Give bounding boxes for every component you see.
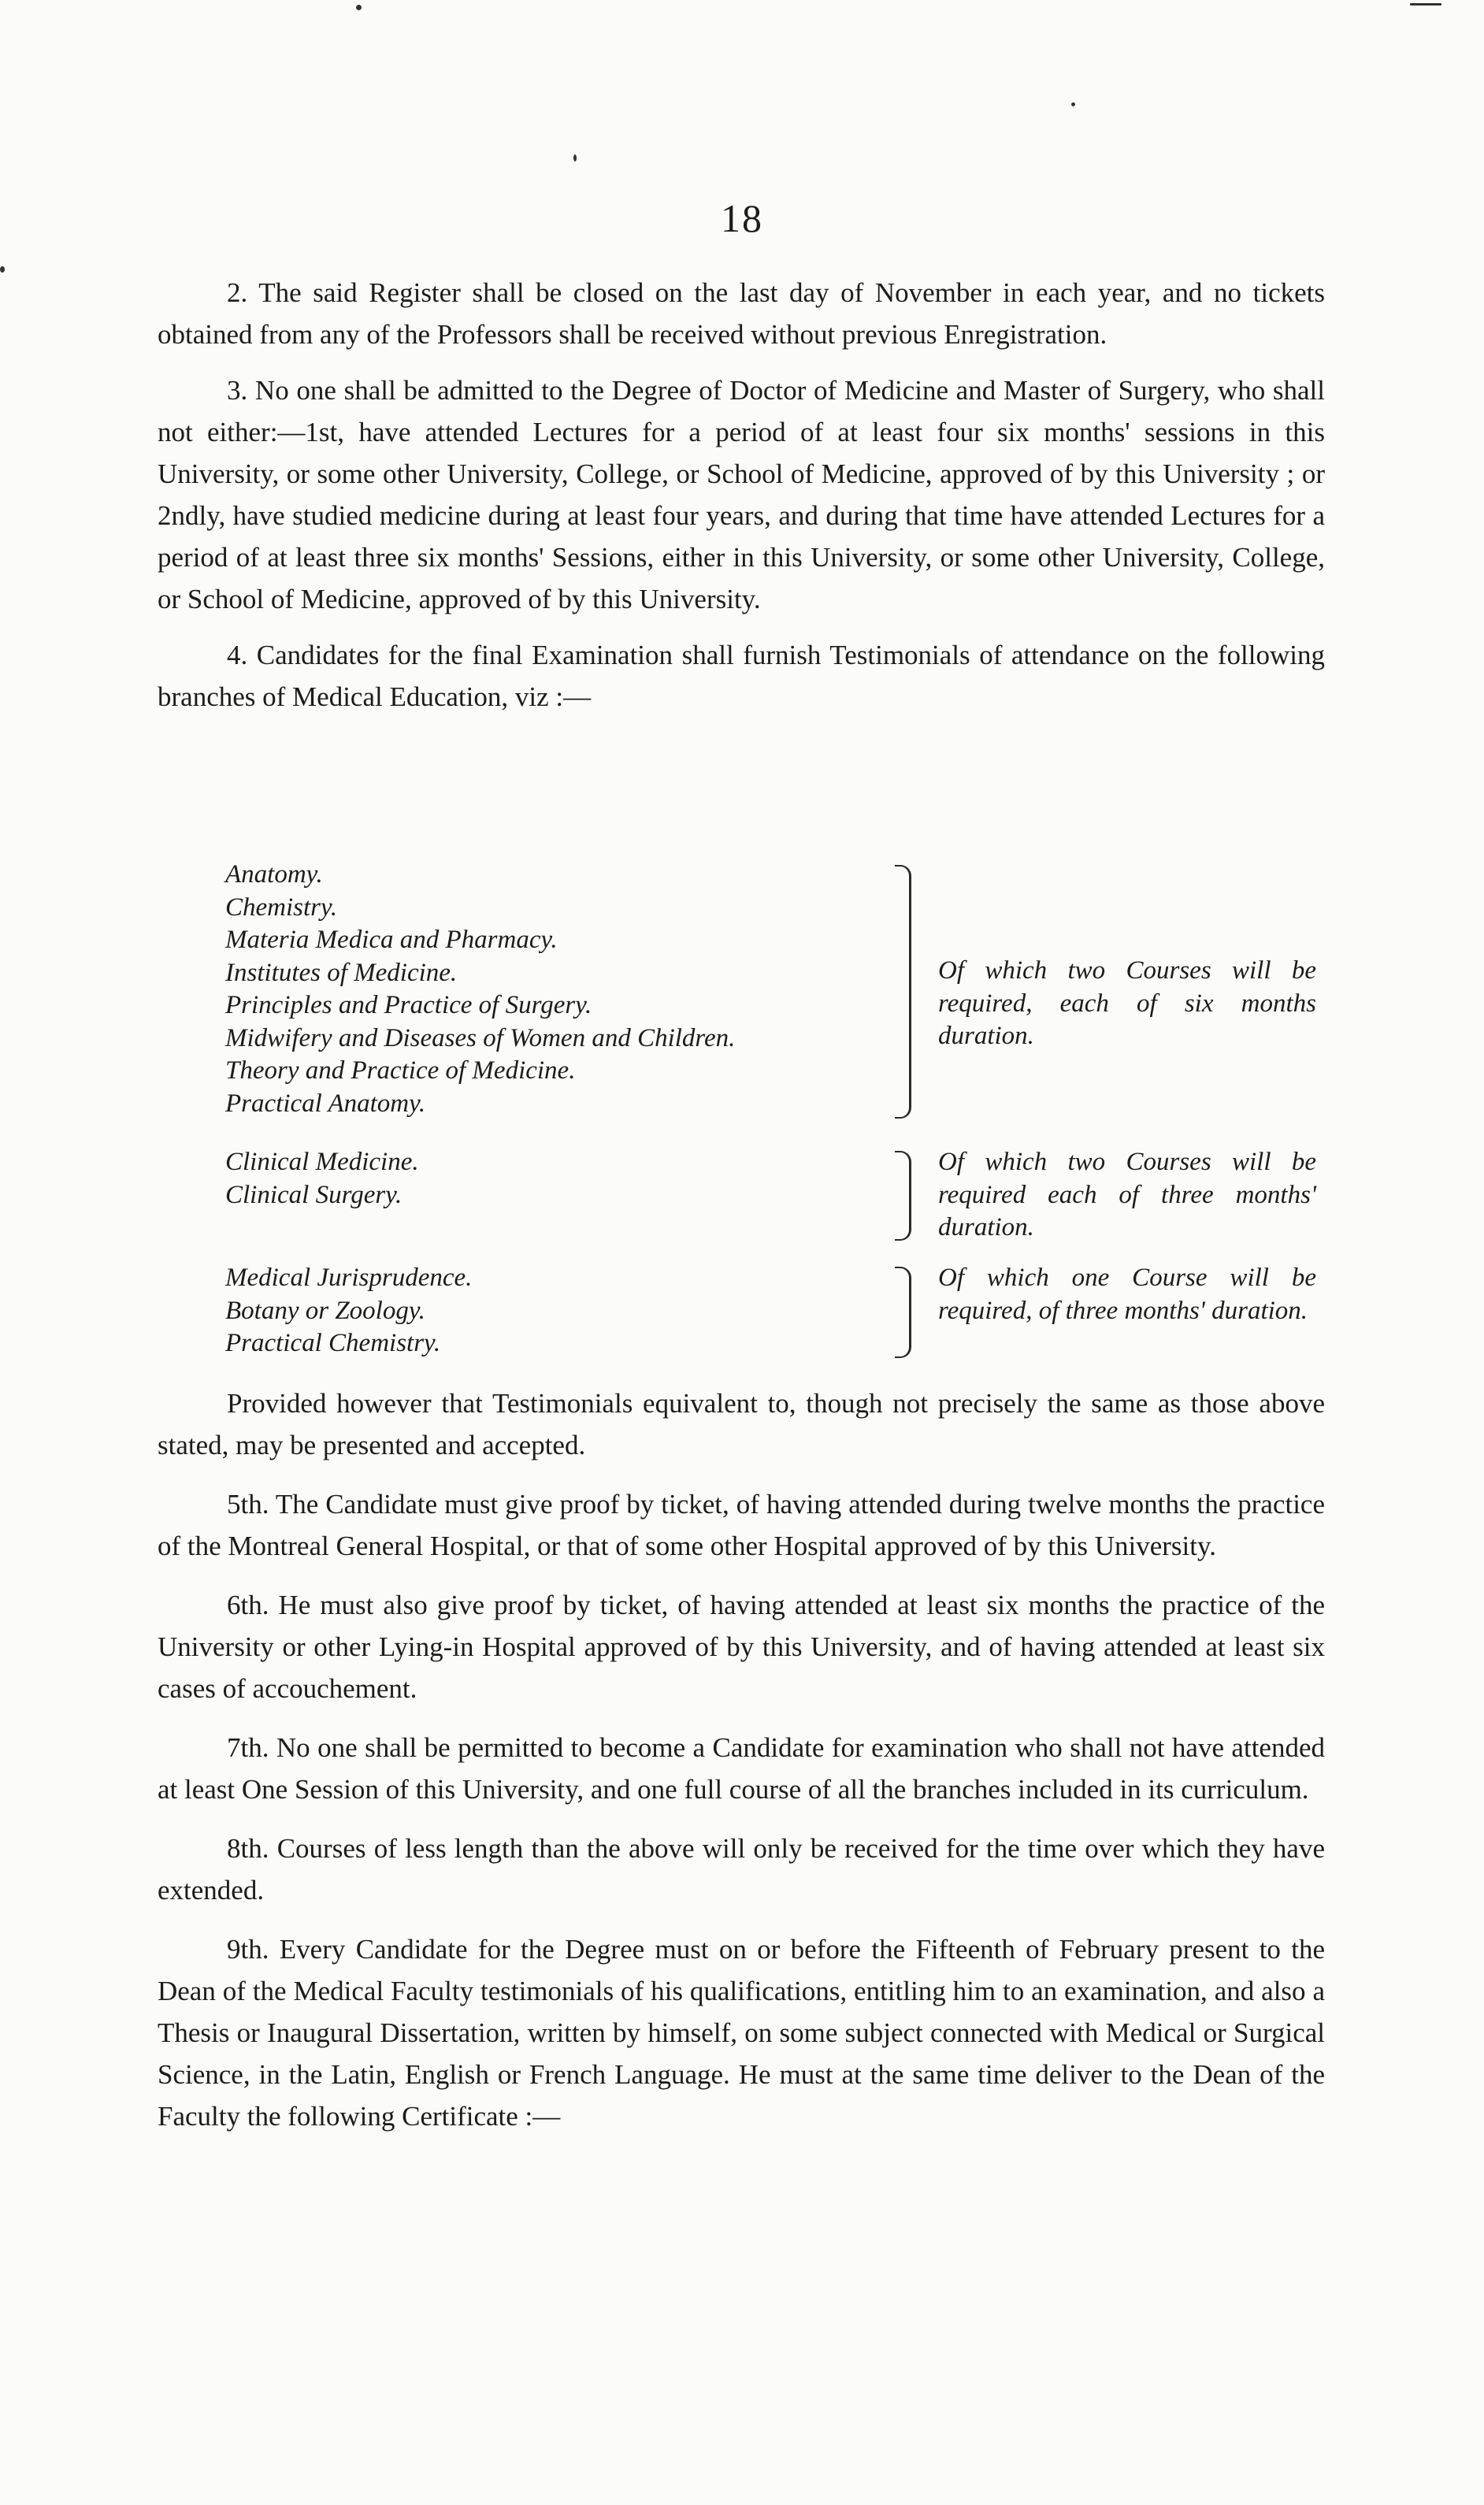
scan-speck	[573, 154, 577, 161]
scan-speck	[1410, 3, 1441, 6]
paragraph-8th: 8th. Courses of less length than the above will only be received for the time over which they have extended.	[158, 1833, 1325, 1906]
course-group-six-months	[225, 859, 1328, 1126]
subject-item: Theory and Practice of Medicine.	[225, 1056, 576, 1085]
subject-item: Clinical Medicine.	[225, 1148, 419, 1176]
scan-speck	[0, 266, 5, 273]
subject-list	[225, 859, 918, 1120]
course-note: Of which one Course will be required, of three months' duration.	[938, 1264, 1316, 1325]
scan-speck	[356, 5, 362, 10]
upper-body	[158, 272, 1325, 732]
subject-item: Materia Medica and Pharmacy.	[225, 926, 558, 954]
subject-item: Institutes of Medicine.	[225, 958, 458, 987]
course-note: Of which two Courses will be required each of three months' duration.	[938, 1148, 1316, 1241]
brace-mark	[895, 865, 911, 1119]
subject-item: Botany or Zoology.	[225, 1296, 425, 1325]
paragraph-2: 2. The said Register shall be closed on the last day of November in each year, and no tickets obtained from any of the Professors shall be received without previous Enregistration.	[158, 277, 1325, 350]
paragraph-7th: 7th. No one shall be permitted to become a Candidate for examination who shall not have attended at least One Session of this University, and one full course of all the branches included in its curriculum.	[158, 1732, 1325, 1805]
paragraph-4: 4. Candidates for the final Examination shall furnish Testimonials of attendance on the following branches of Medical Education, viz :—	[158, 640, 1325, 712]
subject-item: Midwifery and Diseases of Women and Children.	[225, 1023, 736, 1052]
subject-item: Clinical Surgery.	[225, 1180, 403, 1209]
paragraph-6th: 6th. He must also give proof by ticket, of having attended at least six months the practice of the University or other Lying-in Hospital approved of by this University, and of having attended at least six cases of accouchement.	[158, 1590, 1325, 1704]
subject-item: Medical Jurisprudence.	[225, 1264, 473, 1292]
course-group-clinical	[225, 1146, 1328, 1249]
brace-mark	[895, 1151, 911, 1241]
subject-item: Anatomy.	[225, 860, 323, 889]
paragraph-5th: 5th. The Candidate must give proof by ticket, of having attended during twelve months the practice of the Montreal General Hospital, or that of some other Hospital approved of by this University.	[158, 1489, 1325, 1561]
paragraph-9th: 9th. Every Candidate for the Degree must on or before the Fifteenth of February present to the Dean of the Medical Faculty testimonials of his qualifications, entitling him to an examination, and also a Thesis or Inaugural Dissertation, written by himself, on some subject connected with Medical or Surgical Science, in the Latin, English or French Language. He must at the same time deliver to the Dean of the Faculty the following Certificate :—	[158, 1934, 1325, 2132]
brace-mark	[895, 1267, 911, 1358]
subject-item: Chemistry.	[225, 893, 338, 922]
course-group-three-months	[225, 1262, 1328, 1364]
scan-speck	[1071, 102, 1075, 106]
page-number: 18	[721, 196, 763, 240]
subject-list	[225, 1262, 918, 1360]
subject-item: Practical Anatomy.	[225, 1089, 426, 1118]
subject-item: Principles and Practice of Surgery.	[225, 991, 592, 1019]
course-note: Of which two Courses will be required, each of six months duration.	[938, 956, 1316, 1050]
lower-body	[158, 1382, 1325, 2154]
subject-list	[225, 1146, 918, 1212]
paragraph-proviso: Provided however that Testimonials equivalent to, though not precisely the same as those above stated, may be presented and accepted.	[158, 1388, 1325, 1460]
subject-item: Practical Chemistry.	[225, 1329, 441, 1357]
paragraph-3: 3. No one shall be admitted to the Degree of Doctor of Medicine and Master of Surgery, who shall not either:—1st, have attended Lectures for a period of at least four six months' sessions in this University, or some other University, College, or School of Medicine, approved of by this University ; or 2ndly, have studied medicine during at least four years, and during that time have attended Lectures for a period of at least three six months' Sessions, either in this University, or some other University, College, or School of Medicine, approved of by this University.	[158, 375, 1325, 614]
